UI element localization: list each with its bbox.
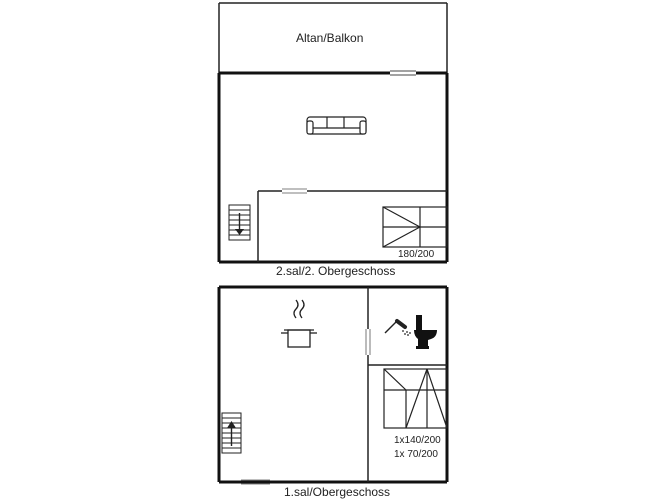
shower-icon <box>385 321 411 336</box>
staircase-up-icon <box>222 413 241 453</box>
bed-icon <box>383 207 447 247</box>
balcony-label: Altan/Balkon <box>296 31 364 45</box>
bathroom-door <box>366 329 370 355</box>
ground-floor-caption: 1.sal/Obergeschoss <box>284 485 391 499</box>
toilet-icon <box>414 315 437 349</box>
ground-bed-size-1: 1x140/200 <box>394 435 441 446</box>
bunk-bed-icon <box>384 369 447 428</box>
sofa-icon <box>307 117 366 134</box>
cooking-pot-icon <box>281 300 317 347</box>
upper-floor-walls <box>219 73 447 262</box>
balcony-door <box>390 71 416 75</box>
upper-bedroom-door <box>282 189 307 193</box>
ground-bed-size-2: 1x 70/200 <box>394 449 438 460</box>
upper-bed-size: 180/200 <box>398 249 435 260</box>
upper-floor-caption: 2.sal/2. Obergeschoss <box>276 264 396 278</box>
staircase-down-icon <box>229 205 250 240</box>
